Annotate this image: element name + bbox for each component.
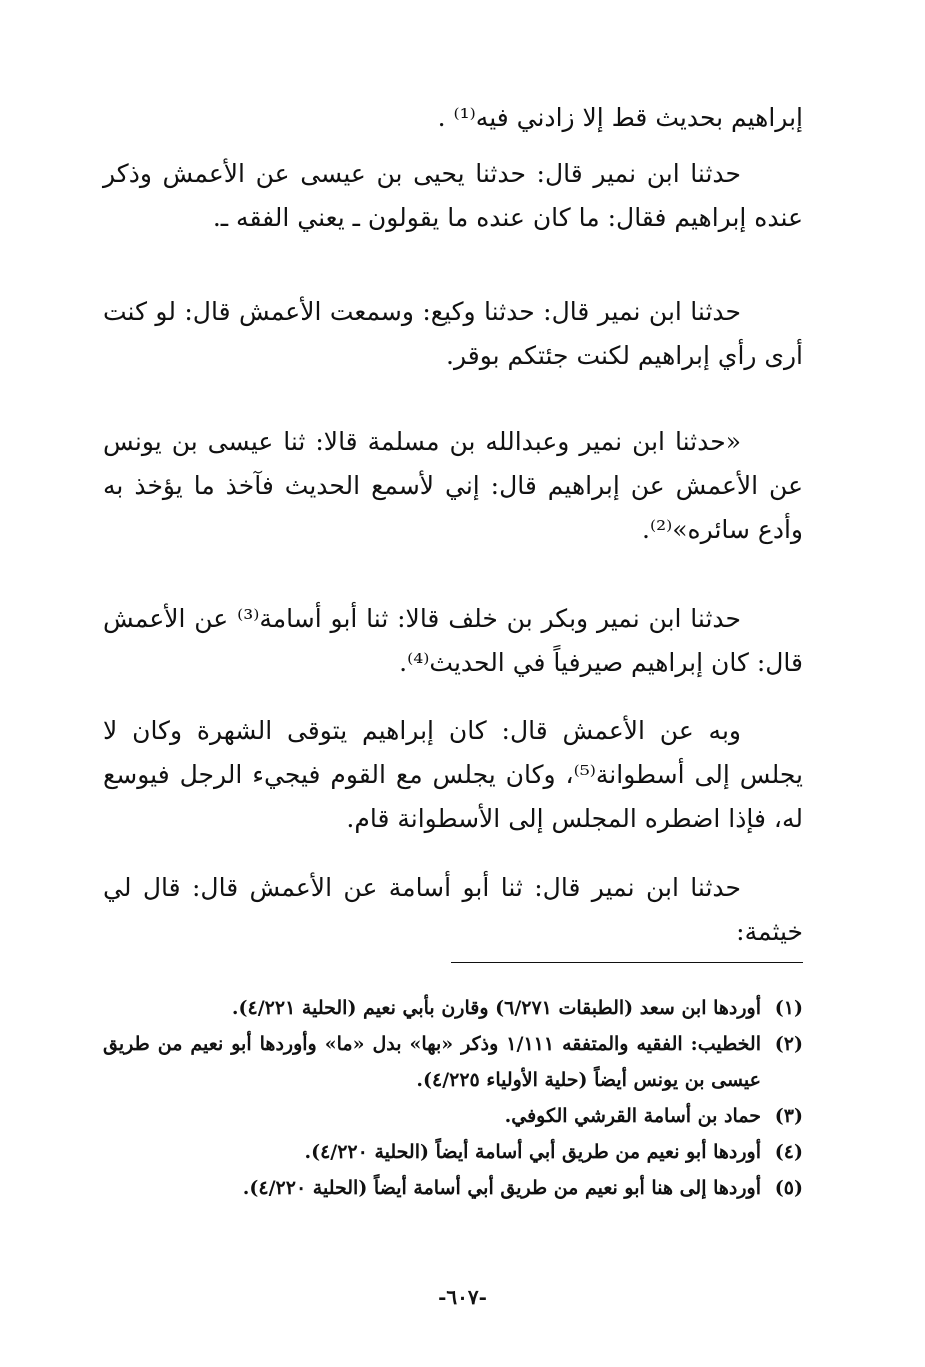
paragraph-hadith-2: حدثنا ابن نمير قال: حدثنا وكيع: وسمعت الأعمش قال: لو كنت أرى رأي إبراهيم لكنت جئتكم بوقر.	[103, 297, 803, 370]
footnote-3	[103, 1098, 803, 1134]
footnote-4	[103, 1134, 803, 1170]
footnote-divider	[451, 962, 803, 963]
footnote-text: أوردها أبو نعيم من طريق أبي أسامة أيضاً (الحلية ٤/٢٢٠).	[304, 1141, 761, 1163]
paragraph-hadith-5: وبه عن الأعمش قال: كان إبراهيم يتوقى الشهرة وكان لا يجلس إلى أسطوانة⁽⁵⁾، وكان يجلس مع القوم فيجيء الرجل فيوسع له، فإذا اضطره المجلس إلى الأسطوانة قام.	[103, 716, 803, 833]
paragraph-hadith-6: حدثنا ابن نمير قال: ثنا أبو أسامة عن الأعمش قال: قال لي خيثمة:	[103, 873, 803, 946]
footnote-text: أوردها إلى هنا أبو نعيم من طريق أبي أسامة أيضاً (الحلية ٤/٢٢٠).	[242, 1177, 761, 1199]
footnote-text: الخطيب: الفقيه والمتفقه ١/١١١ وذكر «بها» بدل «ما» وأوردها أبو نعيم من طريق عيسى بن يونس أيضاً (حلية الأولياء ٤/٢٢٥).	[103, 1033, 761, 1091]
footnote-number: (٣)	[774, 1105, 803, 1127]
paragraph-hadith-1: حدثنا ابن نمير قال: حدثنا يحيى بن عيسى عن الأعمش وذكر عنده إبراهيم فقال: ما كان عنده ما يقولون ـ يعني الفقه ـ.	[103, 159, 803, 232]
footnote-number: (١)	[774, 997, 803, 1019]
footnote-1	[103, 990, 803, 1026]
footnote-text: حماد بن أسامة القرشي الكوفي.	[504, 1105, 761, 1127]
paragraph-hadith-4: حدثنا ابن نمير وبكر بن خلف قالا: ثنا أبو أسامة⁽³⁾ عن الأعمش قال: كان إبراهيم صيرفياً في الحديث⁽⁴⁾.	[103, 604, 803, 677]
footnote-5	[103, 1170, 803, 1206]
footnote-number: (٢)	[774, 1033, 803, 1055]
footnote-2	[103, 1026, 803, 1098]
footnote-number: (٥)	[774, 1177, 803, 1199]
footnote-text: أوردها ابن سعد (الطبقات ٦/٢٧١) وقارن بأبي نعيم (الحلية ٤/٢٢١).	[231, 997, 761, 1019]
footnotes	[103, 990, 803, 1206]
paragraph-hadith-3: «حدثنا ابن نمير وعبدالله بن مسلمة قالا: ثنا عيسى بن يونس عن الأعمش عن إبراهيم قال: إني لأسمع الحديث فآخذ ما يؤخذ به وأدع سائره»⁽²⁾.	[103, 427, 803, 544]
footnote-number: (٤)	[774, 1141, 803, 1163]
paragraph-continuation: إبراهيم بحديث قط إلا زادني فيه⁽¹⁾ .	[437, 103, 803, 132]
page-number: -٦٠٧-	[438, 1285, 487, 1309]
